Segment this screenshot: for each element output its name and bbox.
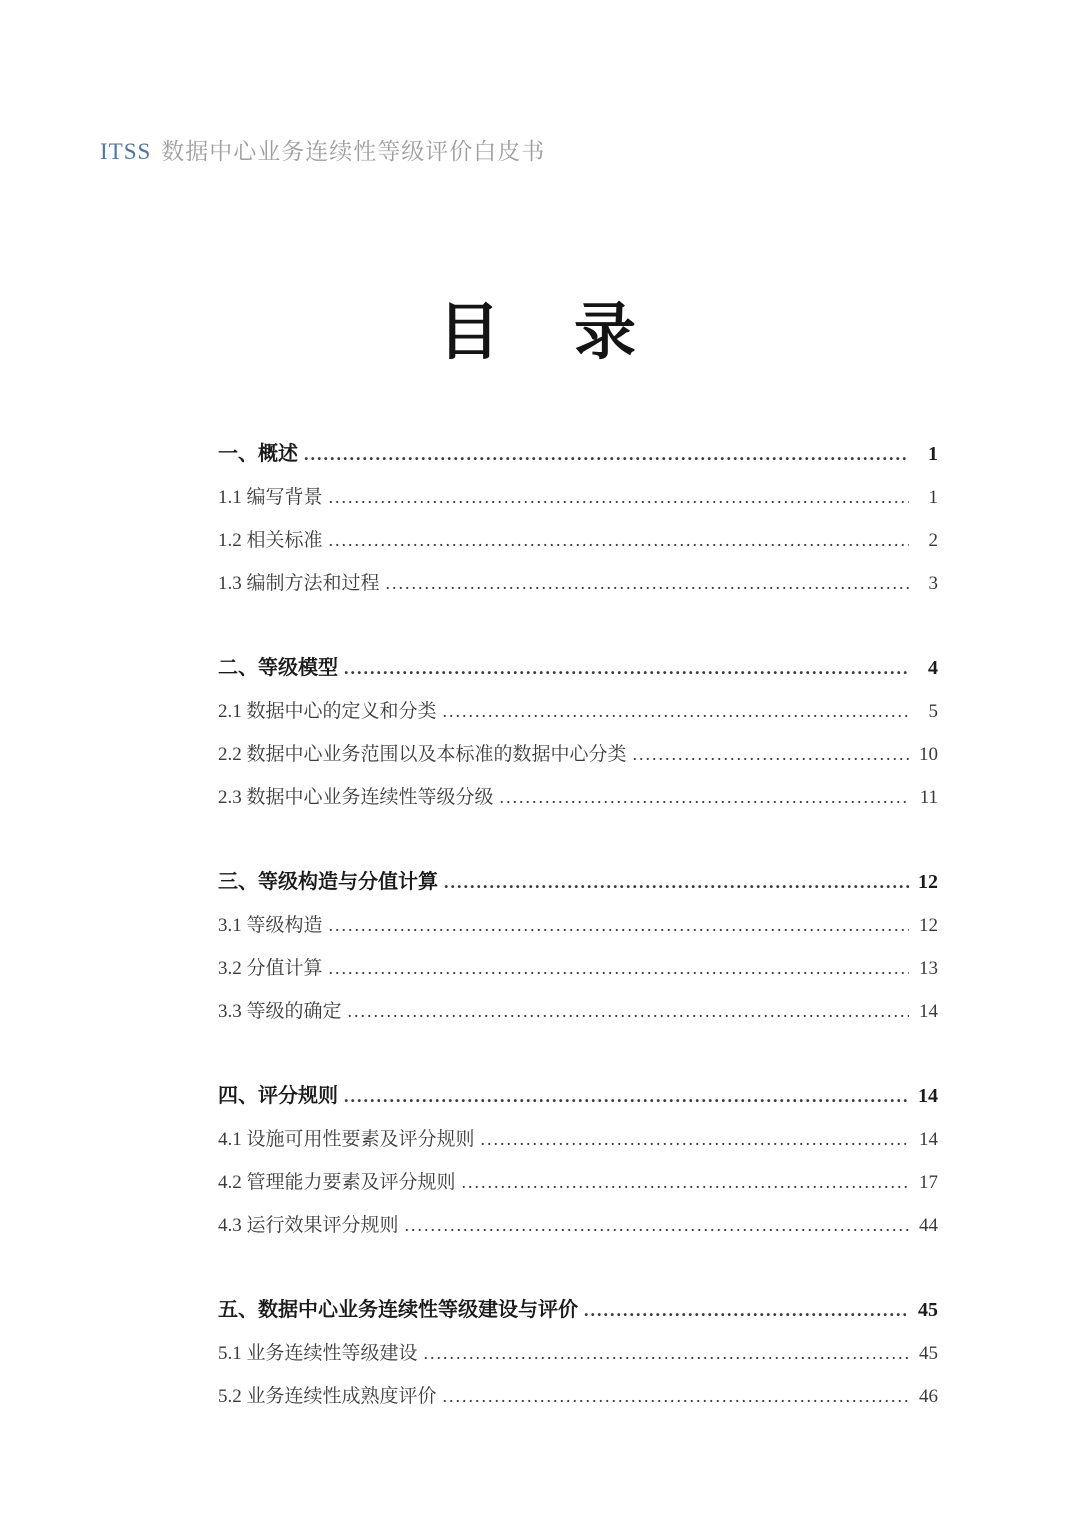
toc-entry-label: 3.2 分值计算	[218, 958, 323, 979]
toc-leader-dots	[444, 861, 909, 904]
toc-entry-page: 5	[928, 701, 938, 722]
toc-leader-dots	[329, 519, 909, 562]
toc-entry-page: 12	[918, 871, 938, 893]
toc-entry-label: 3.1 等级构造	[218, 915, 323, 936]
header-title: 数据中心业务连续性等级评价白皮书	[161, 138, 546, 164]
toc-leader-dots	[386, 562, 909, 605]
toc-entry	[218, 1204, 938, 1247]
toc-section	[218, 1289, 938, 1418]
toc-entry-label: 2.2 数据中心业务范围以及本标准的数据中心分类	[218, 744, 627, 765]
toc-leader-dots	[443, 1375, 909, 1418]
toc-entry-label: 2.3 数据中心业务连续性等级分级	[218, 787, 494, 808]
toc-entry-page: 46	[919, 1386, 938, 1407]
toc-entry-page: 2	[928, 530, 938, 551]
toc-entry	[218, 1332, 938, 1375]
toc-section	[218, 1075, 938, 1247]
toc-entry	[218, 733, 938, 776]
toc-entry-label: 3.3 等级的确定	[218, 1001, 342, 1022]
toc-section	[218, 861, 938, 1033]
toc-entry-page: 1	[928, 487, 938, 508]
itss-brand-text: ITSS	[100, 139, 152, 164]
toc-entry-page: 4	[928, 657, 938, 679]
toc-leader-dots	[633, 733, 909, 776]
toc-entry	[218, 562, 938, 605]
toc-leader-dots	[443, 690, 909, 733]
toc-page-title: 目 录	[437, 299, 642, 367]
toc-entry-label: 4.3 运行效果评分规则	[218, 1215, 399, 1236]
toc-entry-label: 2.1 数据中心的定义和分类	[218, 701, 437, 722]
toc-entry	[218, 776, 938, 819]
toc-leader-dots	[348, 990, 909, 1033]
toc-leader-dots	[584, 1289, 909, 1332]
toc-section-heading	[218, 647, 938, 690]
toc-entry	[218, 476, 938, 519]
toc-entry-label: 五、数据中心业务连续性等级建设与评价	[218, 1299, 578, 1321]
toc-entry-label: 4.2 管理能力要素及评分规则	[218, 1172, 456, 1193]
toc-entry-page: 12	[919, 915, 938, 936]
toc-entry-page: 3	[928, 573, 938, 594]
toc-leader-dots	[344, 1075, 909, 1118]
toc-entry-label: 三、等级构造与分值计算	[218, 871, 438, 893]
toc-section-heading	[218, 861, 938, 904]
toc-leader-dots	[405, 1204, 909, 1247]
toc-entry-page: 17	[919, 1172, 938, 1193]
toc-section-heading	[218, 1289, 938, 1332]
running-header	[100, 133, 545, 166]
toc-entry-label: 1.3 编制方法和过程	[218, 573, 380, 594]
toc-entry-page: 45	[919, 1343, 938, 1364]
toc-entry-page: 13	[919, 958, 938, 979]
toc-entry-label: 5.2 业务连续性成熟度评价	[218, 1386, 437, 1407]
toc-entry-label: 5.1 业务连续性等级建设	[218, 1343, 418, 1364]
toc-section-heading	[218, 1075, 938, 1118]
toc-section	[218, 433, 938, 605]
toc-leader-dots	[344, 647, 909, 690]
toc-section	[218, 647, 938, 819]
toc-entry-page: 44	[919, 1215, 938, 1236]
toc-entry	[218, 1161, 938, 1204]
toc-entry	[218, 690, 938, 733]
toc-entry	[218, 1118, 938, 1161]
toc-entry-page: 14	[919, 1001, 938, 1022]
toc-entry	[218, 990, 938, 1033]
toc-entry	[218, 947, 938, 990]
toc-leader-dots	[500, 776, 909, 819]
toc-entry	[218, 1375, 938, 1418]
toc-entry-label: 四、评分规则	[218, 1085, 338, 1107]
table-of-contents	[218, 433, 938, 1418]
toc-leader-dots	[329, 476, 909, 519]
toc-entry-page: 14	[918, 1085, 938, 1107]
toc-entry-page: 11	[919, 787, 938, 808]
toc-entry-page: 45	[918, 1299, 938, 1321]
toc-leader-dots	[481, 1118, 909, 1161]
toc-leader-dots	[329, 947, 909, 990]
toc-entry-label: 1.2 相关标准	[218, 530, 323, 551]
toc-entry-page: 1	[928, 443, 938, 465]
toc-entry-label: 一、概述	[218, 443, 298, 465]
toc-leader-dots	[329, 904, 909, 947]
toc-entry-label: 二、等级模型	[218, 657, 338, 679]
toc-entry-page: 14	[919, 1129, 938, 1150]
toc-entry-label: 1.1 编写背景	[218, 487, 323, 508]
toc-section-heading	[218, 433, 938, 476]
toc-entry-page: 10	[919, 744, 938, 765]
toc-entry	[218, 904, 938, 947]
toc-leader-dots	[462, 1161, 909, 1204]
toc-leader-dots	[304, 433, 909, 476]
toc-entry-label: 4.1 设施可用性要素及评分规则	[218, 1129, 475, 1150]
toc-entry	[218, 519, 938, 562]
toc-leader-dots	[424, 1332, 909, 1375]
